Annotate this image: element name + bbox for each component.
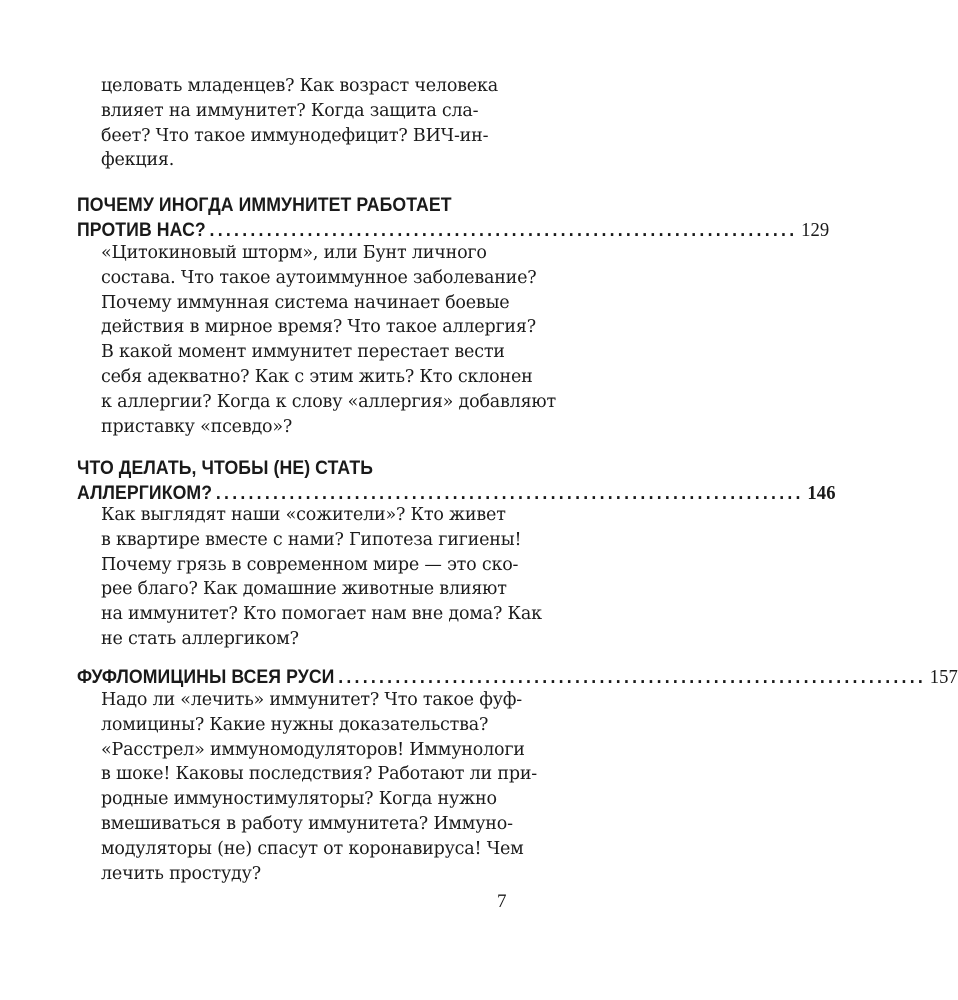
- toc-entry-heading-1: [77, 193, 830, 243]
- toc-leader-line: [77, 665, 958, 690]
- page-number: 157: [929, 666, 958, 688]
- page-number: 129: [801, 219, 830, 241]
- text-line: Почему иммунная система начинает боевые: [101, 292, 510, 313]
- text-line: состава. Что такое аутоиммунное заболевание?: [101, 267, 537, 288]
- text-line: Как выглядят наши «сожители»? Кто живет: [101, 505, 506, 525]
- text-line: целовать младенцев? Как возраст человека: [101, 76, 498, 96]
- toc-title-line: ПОЧЕМУ ИНОГДА ИММУНИТЕТ РАБОТАЕТ: [77, 195, 452, 216]
- text-line: модуляторы (не) спасут от коронавируса! Чем: [101, 838, 524, 859]
- toc-entry-description-1: [101, 241, 556, 439]
- text-line: Почему грязь в современном мире — это ско-: [101, 554, 519, 575]
- text-line: «Цитокиновый шторм», или Бунт личного: [101, 243, 487, 263]
- text-line: в квартире вместе с нами? Гипотеза гигиены!: [101, 529, 522, 550]
- dot-leader: ........................................................................: [215, 483, 804, 504]
- text-line: к аллергии? Когда к слову «аллергия» добавляют: [101, 391, 556, 412]
- toc-entry-heading-2: [77, 456, 836, 506]
- text-line: Надо ли «лечить» иммунитет? Что такое фуф-: [101, 690, 522, 710]
- toc-title-line: ПРОТИВ НАС?: [77, 220, 206, 241]
- toc-title-line: ФУФЛОМИЦИНЫ ВСЕЯ РУСИ: [77, 667, 335, 688]
- page-number: 146: [807, 482, 836, 504]
- text-line: «Расстрел» иммуномодуляторов! Иммунологи: [101, 739, 525, 760]
- text-line: лечить простуду?: [101, 863, 261, 884]
- text-line: вмешиваться в работу иммунитета? Иммуно-: [101, 813, 513, 834]
- dot-leader: ........................................................................: [209, 220, 798, 241]
- toc-entry-description-3: [101, 688, 537, 886]
- text-line: ломицины? Какие нужны доказательства?: [101, 714, 489, 735]
- intro-paragraph: [101, 74, 501, 173]
- text-line: влияет на иммунитет? Когда защита сла-: [101, 100, 479, 121]
- toc-entry-description-2: [101, 503, 542, 652]
- text-line: беет? Что такое иммунодефицит? ВИЧ-ин-: [101, 125, 489, 146]
- text-line: рее благо? Как домашние животные влияют: [101, 579, 507, 600]
- text-line: родные иммуностимуляторы? Когда нужно: [101, 789, 497, 810]
- text-line: приставку «псевдо»?: [101, 416, 293, 437]
- toc-leader-line: [77, 218, 830, 243]
- toc-title-line: АЛЛЕРГИКОМ?: [77, 483, 213, 504]
- text-line: не стать аллергиком?: [101, 628, 299, 649]
- page-folio: 7: [497, 891, 507, 912]
- text-line: на иммунитет? Кто помогает нам вне дома? Как: [101, 604, 542, 625]
- dot-leader: ........................................................................: [338, 667, 927, 688]
- toc-entry-heading-3: [77, 665, 958, 690]
- text-line: в шоке! Каковы последствия? Работают ли при-: [101, 764, 537, 785]
- text-line: В какой момент иммунитет перестает вести: [101, 342, 505, 363]
- text-line: фекция.: [101, 150, 175, 171]
- toc-title-line: ЧТО ДЕЛАТЬ, ЧТОБЫ (НЕ) СТАТЬ: [77, 458, 374, 479]
- text-line: себя адекватно? Как с этим жить? Кто склонен: [101, 366, 533, 387]
- text-line: действия в мирное время? Что такое аллергия?: [101, 317, 536, 338]
